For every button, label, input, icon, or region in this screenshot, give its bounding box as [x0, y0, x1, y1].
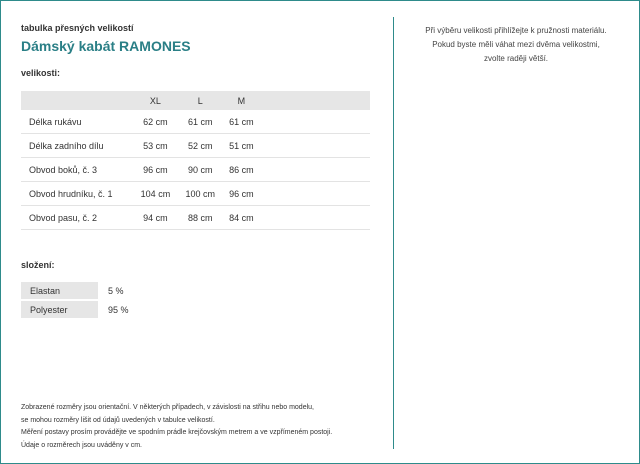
measurement-value: 90 cm [178, 158, 223, 182]
advice-line: Při výběru velikosti přihlížejte k pružnosti materiálu. [425, 26, 607, 35]
measurement-label: Délka zadního dílu [21, 134, 133, 158]
size-table-corner [21, 91, 133, 110]
page-subtitle: tabulka přesných velikostí [21, 23, 134, 33]
table-row [21, 301, 168, 318]
size-table-header [21, 91, 370, 110]
measurement-value: 96 cm [133, 158, 178, 182]
measurement-value: 96 cm [223, 182, 260, 206]
size-column-header: XL [133, 91, 178, 110]
measurement-value: 61 cm [178, 110, 223, 134]
measurement-label: Obvod pasu, č. 2 [21, 206, 133, 230]
advice-line: Pokud byste měli váhat mezi dvěma velikostmi, [432, 40, 600, 49]
table-row [21, 158, 370, 182]
measurement-label: Obvod boků, č. 3 [21, 158, 133, 182]
size-table-spacer [260, 91, 370, 110]
page-title: Dámský kabát RAMONES [21, 38, 191, 54]
table-row [21, 134, 370, 158]
material-percent: 95 % [108, 304, 129, 315]
material-name: Elastan [21, 282, 98, 299]
footnote-line: Zobrazené rozměry jsou orientační. V některých případech, v závislosti na střihu nebo modelu, [21, 404, 314, 411]
measurement-value: 84 cm [223, 206, 260, 230]
column-divider [393, 17, 394, 449]
measurement-value: 62 cm [133, 110, 178, 134]
measurement-value: 86 cm [223, 158, 260, 182]
table-row [21, 110, 370, 134]
measurement-value: 61 cm [223, 110, 260, 134]
measurement-value: 100 cm [178, 182, 223, 206]
measurement-footnote [21, 402, 381, 452]
measurement-label: Obvod hrudníku, č. 1 [21, 182, 133, 206]
composition-section-label: složení: [21, 260, 55, 270]
measurement-value: 104 cm [133, 182, 178, 206]
header [21, 23, 371, 54]
measurement-value: 53 cm [133, 134, 178, 158]
size-column-header: M [223, 91, 260, 110]
size-advice-note [401, 24, 631, 66]
sizes-section-label: velikosti: [21, 68, 61, 78]
measurement-value: 94 cm [133, 206, 178, 230]
footnote-line: se mohou rozměry lišit od údajů uvedených v tabulce velikostí. [21, 416, 215, 424]
advice-line: zvolte raději větší. [483, 54, 549, 63]
table-row [21, 282, 168, 299]
measurement-value: 51 cm [223, 134, 260, 158]
size-column-header: L [178, 91, 223, 110]
material-name: Polyester [21, 301, 98, 318]
table-row [21, 182, 370, 206]
measurement-value: 52 cm [178, 134, 223, 158]
measurement-value: 88 cm [178, 206, 223, 230]
table-row [21, 206, 370, 230]
material-percent: 5 % [108, 285, 124, 296]
measurement-label: Délka rukávu [21, 110, 133, 134]
footnote-line: Údaje o rozměrech jsou uváděny v cm. [21, 441, 142, 449]
footnote-line: Měření postavy prosím provádějte ve spodním prádle krejčovským metrem a ve vzpřímeném postoji. [21, 429, 333, 436]
composition-table [21, 280, 168, 320]
size-table [21, 91, 370, 230]
